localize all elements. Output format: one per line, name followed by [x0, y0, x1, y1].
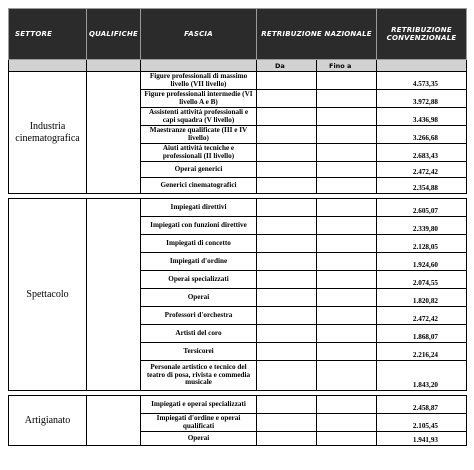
fino-a-cell: [317, 361, 377, 391]
retribuzione-convenzionale-cell: 4.573,35: [377, 72, 467, 90]
header-retribuzione-nazionale: RETRIBUZIONE NAZIONALE: [257, 9, 377, 60]
fascia-cell: Impiegati con funzioni direttive: [141, 217, 257, 235]
fino-a-cell: [317, 126, 377, 144]
fino-a-cell: [317, 162, 377, 178]
da-cell: [257, 343, 317, 361]
retribuzione-convenzionale-cell: 1.868,07: [377, 325, 467, 343]
subheader-blank: [377, 60, 467, 72]
fino-a-cell: [317, 414, 377, 432]
fascia-cell: Impiegati di concetto: [141, 235, 257, 253]
fino-a-cell: [317, 90, 377, 108]
retribuzione-convenzionale-cell: 3.436,98: [377, 108, 467, 126]
retribuzione-convenzionale-cell: 2.458,87: [377, 396, 467, 414]
qualifiche-cell: [87, 396, 141, 446]
fascia-cell: Operai generici: [141, 162, 257, 178]
da-cell: [257, 325, 317, 343]
fascia-cell: Personale artistico e tecnico del teatro di posa, rivista e commedia musicale: [141, 361, 257, 391]
fascia-cell: Artisti del coro: [141, 325, 257, 343]
table-body: [9, 72, 467, 446]
fino-a-cell: [317, 289, 377, 307]
fino-a-cell: [317, 144, 377, 162]
qualifiche-cell: [87, 72, 141, 194]
da-cell: [257, 199, 317, 217]
da-cell: [257, 289, 317, 307]
settore-cell: Artigianato: [9, 396, 87, 446]
fino-a-cell: [317, 325, 377, 343]
retribution-table: [8, 8, 467, 446]
da-cell: [257, 144, 317, 162]
fino-a-cell: [317, 271, 377, 289]
settore-cell: Industria cinematografica: [9, 72, 87, 194]
fino-a-cell: [317, 178, 377, 194]
header-retribuzione-convenzionale: RETRIBUZIONE CONVENZIONALE: [377, 9, 467, 60]
fascia-cell: Assistenti attività professionali e capi squadra (V livello): [141, 108, 257, 126]
fino-a-cell: [317, 396, 377, 414]
subheader-da: Da: [257, 60, 317, 72]
retribuzione-convenzionale-cell: 2.339,80: [377, 217, 467, 235]
retribuzione-convenzionale-cell: 2.074,55: [377, 271, 467, 289]
table-row: [9, 72, 467, 90]
da-cell: [257, 126, 317, 144]
retribuzione-convenzionale-cell: 2.683,43: [377, 144, 467, 162]
retribuzione-convenzionale-cell: 3.266,68: [377, 126, 467, 144]
subheader-fino-a: Fino a: [317, 60, 377, 72]
fascia-cell: Figure professionali di massimo livello (VII livello): [141, 72, 257, 90]
fino-a-cell: [317, 307, 377, 325]
retribuzione-convenzionale-cell: 3.972,88: [377, 90, 467, 108]
retribuzione-convenzionale-cell: 1.924,60: [377, 253, 467, 271]
fino-a-cell: [317, 217, 377, 235]
table-header-row: [9, 9, 467, 60]
retribuzione-convenzionale-cell: 1.843,20: [377, 361, 467, 391]
retribuzione-convenzionale-cell: 2.128,05: [377, 235, 467, 253]
table-row: [9, 396, 467, 414]
fascia-cell: Operai: [141, 432, 257, 446]
subheader-blank: [9, 60, 87, 72]
da-cell: [257, 90, 317, 108]
table-subheader-row: [9, 60, 467, 72]
da-cell: [257, 307, 317, 325]
retribuzione-convenzionale-cell: 2.354,88: [377, 178, 467, 194]
da-cell: [257, 253, 317, 271]
fino-a-cell: [317, 253, 377, 271]
fascia-cell: Impiegati d'ordine: [141, 253, 257, 271]
da-cell: [257, 414, 317, 432]
fascia-cell: Impiegati e operai specializzati: [141, 396, 257, 414]
retribuzione-convenzionale-cell: 2.605,07: [377, 199, 467, 217]
fino-a-cell: [317, 108, 377, 126]
retribuzione-convenzionale-cell: 1.941,93: [377, 432, 467, 446]
fascia-cell: Impiegati d'ordine e operai qualificati: [141, 414, 257, 432]
fino-a-cell: [317, 432, 377, 446]
da-cell: [257, 432, 317, 446]
retribuzione-convenzionale-cell: 2.105,45: [377, 414, 467, 432]
da-cell: [257, 178, 317, 194]
header-settore: SETTORE: [9, 9, 87, 60]
da-cell: [257, 235, 317, 253]
retribuzione-convenzionale-cell: 2.472,42: [377, 307, 467, 325]
fascia-cell: Impiegati direttivi: [141, 199, 257, 217]
header-fascia: FASCIA: [141, 9, 257, 60]
fascia-cell: Operai: [141, 289, 257, 307]
da-cell: [257, 72, 317, 90]
fascia-cell: Tersicorei: [141, 343, 257, 361]
subheader-blank: [141, 60, 257, 72]
fino-a-cell: [317, 235, 377, 253]
da-cell: [257, 361, 317, 391]
da-cell: [257, 271, 317, 289]
qualifiche-cell: [87, 199, 141, 391]
fascia-cell: Operai specializzati: [141, 271, 257, 289]
retribuzione-convenzionale-cell: 2.216,24: [377, 343, 467, 361]
subheader-blank: [87, 60, 141, 72]
settore-cell: Spettacolo: [9, 199, 87, 391]
fino-a-cell: [317, 199, 377, 217]
fascia-cell: Maestranze qualificate (III e IV livello): [141, 126, 257, 144]
retribution-table-container: [8, 8, 466, 446]
fascia-cell: Figure professionali intermedie (VI livello A e B): [141, 90, 257, 108]
fascia-cell: Professori d'orchestra: [141, 307, 257, 325]
table-row: [9, 199, 467, 217]
da-cell: [257, 217, 317, 235]
fascia-cell: Aiuti attività tecniche e professionali (II livello): [141, 144, 257, 162]
fino-a-cell: [317, 72, 377, 90]
da-cell: [257, 108, 317, 126]
retribuzione-convenzionale-cell: 2.472,42: [377, 162, 467, 178]
header-qualifiche: QUALIFICHE: [87, 9, 141, 60]
fino-a-cell: [317, 343, 377, 361]
da-cell: [257, 396, 317, 414]
fascia-cell: Generici cinematografici: [141, 178, 257, 194]
retribuzione-convenzionale-cell: 1.820,82: [377, 289, 467, 307]
da-cell: [257, 162, 317, 178]
